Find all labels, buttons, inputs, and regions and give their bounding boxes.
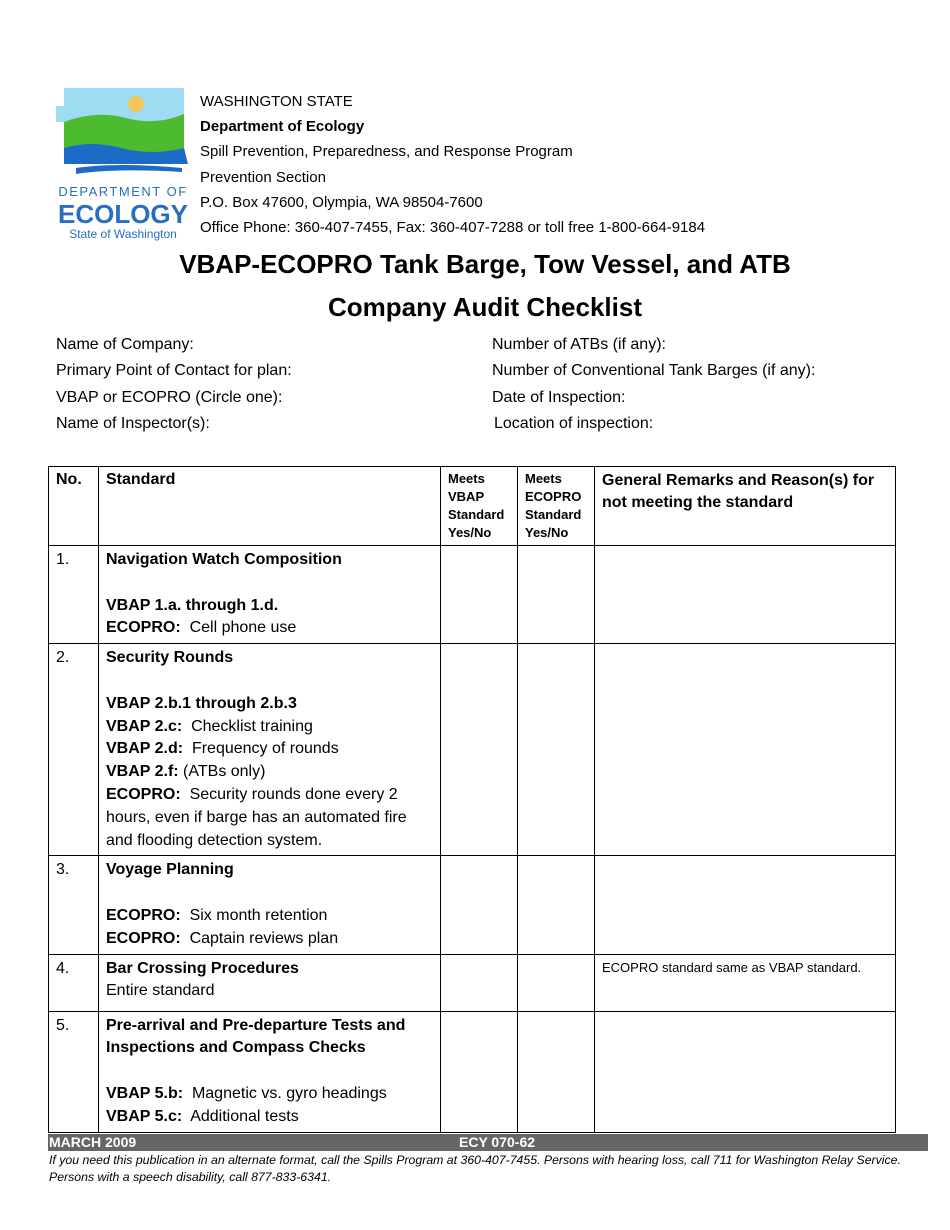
standard-line-text: Entire standard <box>106 982 215 1000</box>
ecology-logo <box>56 88 190 242</box>
standard-line <box>106 617 433 640</box>
meets-ecopro-cell[interactable] <box>518 644 595 856</box>
standard-line-text: Captain reviews plan <box>180 929 339 947</box>
agency-department: Department of Ecology <box>200 118 365 136</box>
field-company-name: Name of Company: <box>56 336 194 353</box>
logo-line3: State of Washington <box>69 227 177 241</box>
field-number-of-tank-barges: Number of Conventional Tank Barges (if any): <box>492 362 816 380</box>
standard-line-label: VBAP 2.c: <box>106 717 183 735</box>
standard-line-text: Additional tests <box>182 1107 299 1125</box>
field-inspector-name: Name of Inspector(s): <box>56 414 210 432</box>
audit-checklist-table <box>48 466 896 1133</box>
standard-line-label: ECOPRO: <box>106 929 181 947</box>
standard-line-label: VBAP 2.b.1 through 2.b.3 <box>106 694 297 712</box>
standard-line <box>106 928 433 951</box>
row-number: 3. <box>49 856 99 954</box>
standard-line-label: ECOPRO: <box>106 785 181 803</box>
standard-line-text: Magnetic vs. gyro headings <box>183 1084 387 1102</box>
standard-title: Voyage Planning <box>106 861 234 879</box>
standard-title: Navigation Watch Composition <box>106 551 342 568</box>
standard-line <box>106 716 433 739</box>
standard-line <box>106 693 433 716</box>
field-point-of-contact: Primary Point of Contact for plan: <box>56 362 292 380</box>
meets-ecopro-cell[interactable] <box>518 954 595 1011</box>
standard-line <box>106 595 433 618</box>
header-no: No. <box>49 467 99 546</box>
standard-line-text: Checklist training <box>182 717 313 735</box>
standard-line-label: VBAP 5.c: <box>106 1107 183 1125</box>
standard-line-text: (ATBs only) <box>178 763 266 781</box>
meets-vbap-cell[interactable] <box>441 1011 518 1132</box>
field-inspection-location: Location of inspection: <box>494 414 654 432</box>
row-number: 2. <box>49 644 99 856</box>
row-number: 4. <box>49 954 99 1011</box>
agency-section: Prevention Section <box>200 168 326 186</box>
standard-line-label: VBAP 5.b: <box>106 1084 184 1102</box>
row-standard <box>99 1011 441 1132</box>
standard-line <box>106 738 433 761</box>
footer-publication-code: ECY 070-62 <box>459 1134 536 1150</box>
standard-line-text: Security rounds done every 2 hours, even if barge has an automated fire and flooding detection system. <box>106 785 412 849</box>
table-row <box>49 954 896 1011</box>
table-row <box>49 644 896 856</box>
standard-title: Bar Crossing Procedures <box>106 959 299 977</box>
agency-state: WASHINGTON STATE <box>200 93 353 110</box>
standard-line <box>106 905 433 928</box>
field-inspection-date: Date of Inspection: <box>492 388 626 406</box>
meets-ecopro-cell[interactable] <box>518 1011 595 1132</box>
standard-line <box>106 761 433 784</box>
standard-line-label: ECOPRO: <box>106 619 181 637</box>
footer-accessibility-note: If you need this publication in an alternate format, call the Spills Program at 360-407-7455. Persons with hearing loss, call 711 for Washington Relay Service. Persons with a speech disability, call 877-833-6341. <box>49 1153 901 1184</box>
remarks-cell[interactable] <box>595 856 896 954</box>
agency-program: Spill Prevention, Preparedness, and Response Program <box>200 143 573 161</box>
header-remarks: General Remarks and Reason(s) for not meeting the standard <box>595 467 896 546</box>
row-number: 5. <box>49 1011 99 1132</box>
standard-line-text: Frequency of rounds <box>183 740 339 758</box>
field-number-of-atbs: Number of ATBs (if any): <box>492 336 666 353</box>
field-vbap-or-ecopro: VBAP or ECOPRO (Circle one): <box>56 388 283 406</box>
standard-title: Pre-arrival and Pre-departure Tests and Inspections and Compass Checks <box>106 1016 406 1057</box>
info-left-column <box>56 332 292 437</box>
agency-address: P.O. Box 47600, Olympia, WA 98504-7600 <box>200 193 483 211</box>
standard-line <box>106 1106 433 1129</box>
standard-line-label: VBAP 2.d: <box>106 740 184 758</box>
row-standard <box>99 954 441 1011</box>
standard-line-label: VBAP 2.f: <box>106 763 179 781</box>
table-row <box>49 1011 896 1132</box>
remarks-cell[interactable] <box>595 644 896 856</box>
table-row <box>49 856 896 954</box>
info-right-column <box>492 332 815 437</box>
row-standard <box>99 644 441 856</box>
standard-title: Security Rounds <box>106 649 234 667</box>
remarks-cell[interactable] <box>595 1011 896 1132</box>
header-meets-ecopro: Meets ECOPRO Standard Yes/No <box>518 467 595 546</box>
agency-phone: Office Phone: 360-407-7455, Fax: 360-407-7288 or toll free 1-800-664-9184 <box>200 219 706 237</box>
meets-vbap-cell[interactable] <box>441 546 518 644</box>
table-row <box>49 546 896 644</box>
row-standard <box>99 546 441 644</box>
row-number: 1. <box>49 546 99 644</box>
header-meets-vbap: Meets VBAP Standard Yes/No <box>441 467 518 546</box>
standard-line-text: Cell phone use <box>180 619 297 637</box>
standard-line <box>106 1083 433 1106</box>
footer-date: MARCH 2009 <box>49 1134 137 1150</box>
document-subtitle: Company Audit Checklist <box>328 292 642 322</box>
table-header-row <box>49 467 896 546</box>
logo-line2: ECOLOGY <box>57 199 189 229</box>
footer-bar <box>48 1134 928 1151</box>
meets-vbap-cell[interactable] <box>441 644 518 856</box>
standard-line <box>106 784 433 852</box>
standard-line-text: Six month retention <box>180 906 328 924</box>
remarks-cell[interactable]: ECOPRO standard same as VBAP standard. <box>595 954 896 1011</box>
meets-ecopro-cell[interactable] <box>518 546 595 644</box>
standard-line <box>106 980 433 1003</box>
standard-line-label: VBAP 1.a. through 1.d. <box>106 596 279 614</box>
remarks-cell[interactable] <box>595 546 896 644</box>
row-standard <box>99 856 441 954</box>
meets-vbap-cell[interactable] <box>441 954 518 1011</box>
standard-line-label: ECOPRO: <box>106 906 181 924</box>
agency-address-block <box>200 89 705 240</box>
meets-ecopro-cell[interactable] <box>518 856 595 954</box>
logo-line1: DEPARTMENT OF <box>58 184 188 199</box>
header-standard: Standard <box>99 467 441 546</box>
meets-vbap-cell[interactable] <box>441 856 518 954</box>
document-title: VBAP-ECOPRO Tank Barge, Tow Vessel, and ATB <box>179 249 791 279</box>
